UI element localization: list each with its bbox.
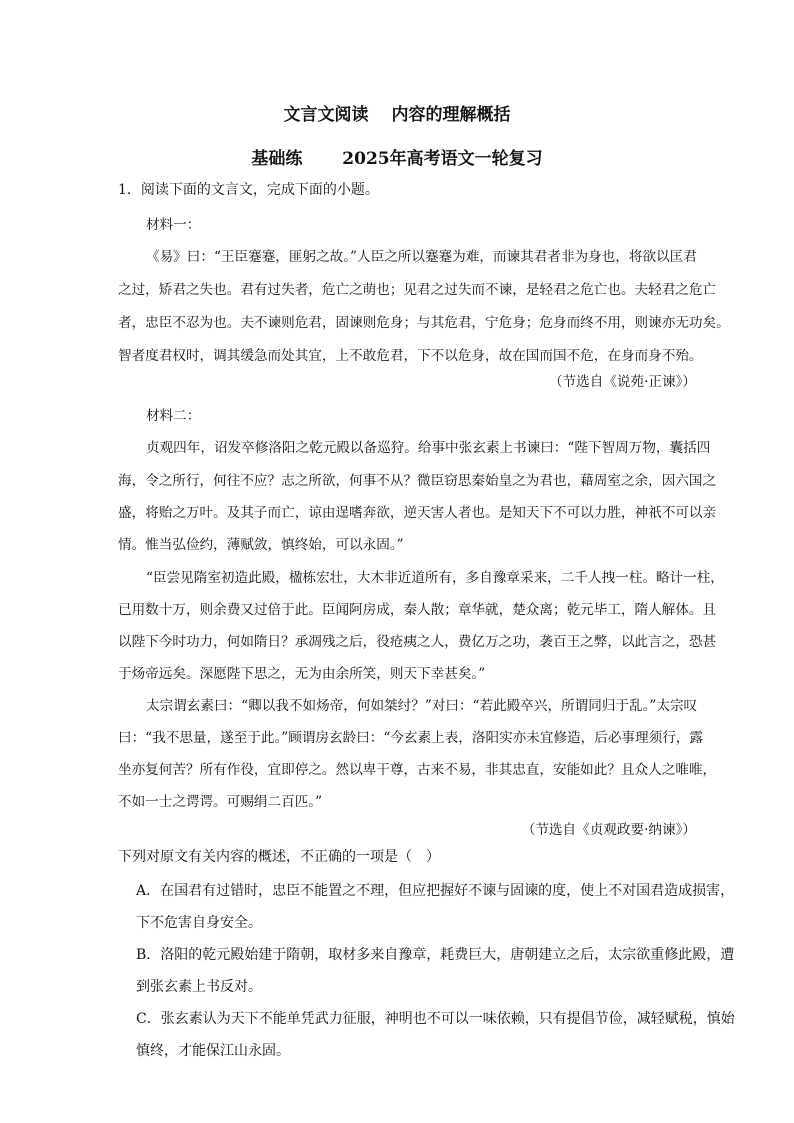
page-subtitle: 基础练 2025年高考语文一轮复习 xyxy=(251,149,543,169)
material2-line: 贞观四年，诏发卒修洛阳之乾元殿以备巡狩。给事中张玄素上书谏曰：“陛下智周万物，囊括四 xyxy=(146,440,711,456)
material1-label: 材料一： xyxy=(146,217,201,233)
material2-line: 于炀帝远矣。深愿陛下思之，无为由余所笑，则天下幸甚矣。” xyxy=(118,666,486,682)
option-line: B．洛阳的乾元殿始建于隋朝，取材多来自豫章，耗费巨大，唐朝建立之后，太宗欲重修此殿，遭 xyxy=(136,947,735,963)
material2-line: 坐亦复何苦？所有作役，宜即停之。然以卑干尊，古来不易，非其忠直，安能如此？且众人之唯唯， xyxy=(118,762,717,778)
option-line: A．在国君有过错时，忠臣不能置之不理，但应把握好不谏与固谏的度，使上不对国君造成损害， xyxy=(136,883,735,899)
material1-line: 之过，矫君之失也。君有过失者，危亡之萌也；见君之过失而不谏，是轻君之危亡也。夫轻君之危亡 xyxy=(118,282,717,298)
material1-line: 《易》曰：“王臣蹇蹇，匪躬之故。”人臣之所以蹇蹇为难，而谏其君者非为身也，将欲以匡君 xyxy=(146,249,697,265)
material1-line: 智者度君权时，调其缓急而处其宜，上不敢危君，下不以危身，故在国而国不危，在身而身不殆。 xyxy=(118,348,703,364)
option-line: 下不危害自身安全。 xyxy=(136,915,262,931)
material2-line: 太宗谓玄素曰：“卿以我不如炀帝，何如桀纣？”对曰：“若此殿卒兴，所谓同归于乱。”太宗叹 xyxy=(146,698,698,714)
material2-line: 盛，将贻之万叶。及其子而亡，谅由逞嗜奔欲，逆天害人者也。是知天下不可以力胜，神祇不可以亲 xyxy=(118,505,717,521)
material2-line: 情。惟当弘俭约，薄赋敛，慎终始，可以永固。” xyxy=(118,537,404,553)
question-intro: 1．阅读下面的文言文，完成下面的小题。 xyxy=(118,182,379,198)
material2-line: 以陛下今时功力，何如隋日？承凋残之后，役疮痍之人，费亿万之功，袭百王之弊，以此言之，恐甚 xyxy=(118,634,717,650)
option-line: 到张玄素上书反对。 xyxy=(136,979,262,995)
material2-source: （节选自《贞观政要·纳谏》） xyxy=(521,822,696,838)
material2-line: 不如一士之谔谔。可赐绢二百匹。” xyxy=(118,794,323,810)
material2-line: 已用数十万，则余费又过倍于此。臣闻阿房成，秦人散；章华就，楚众离；乾元毕工，隋人解体。且 xyxy=(118,602,717,618)
material2-line: 曰：“我不思量，遂至于此。”顾谓房玄龄曰：“今玄素上表，洛阳实亦未宜修造，后必事理须行，露 xyxy=(118,730,703,746)
material2-line: 海，令之所行，何往不应？志之所欲，何事不从？微臣窃思秦始皇之为君也，藉周室之余，因六国之 xyxy=(118,473,717,489)
option-line: C．张玄素认为天下不能单凭武力征服，神明也不可以一味依赖，只有提倡节俭，减轻赋税，慎始 xyxy=(136,1011,735,1027)
question-prompt: 下列对原文有关内容的概述，不正确的一项是（ ） xyxy=(118,849,440,865)
page-title: 文言文阅读 内容的理解概括 xyxy=(283,105,511,125)
material1-line: 者，忠臣不忍为也。夫不谏则危君，固谏则危身；与其危君，宁危身；危身而终不用，则谏亦无功矣。 xyxy=(118,315,730,331)
material1-source: （节选自《说苑·正谏》） xyxy=(548,374,696,390)
option-line: 慎终，才能保江山永固。 xyxy=(136,1043,290,1059)
material2-label: 材料二： xyxy=(146,408,201,424)
material2-line: “臣尝见隋室初造此殿，楹栋宏壮，大木非近道所有，多自豫章采来，二千人拽一柱。略计一柱， xyxy=(146,570,724,586)
